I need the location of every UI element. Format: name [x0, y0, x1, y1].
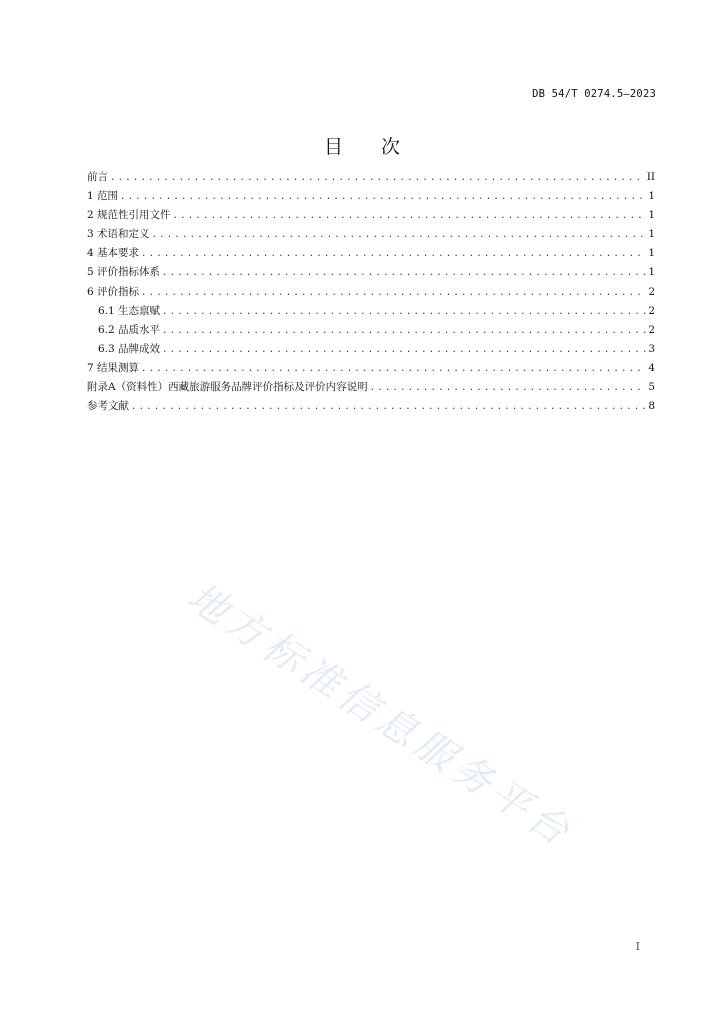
toc-entry-bibliography[interactable] — [87, 397, 655, 416]
toc-leader-dots — [162, 322, 646, 341]
toc-entry-basic-requirements[interactable] — [87, 244, 655, 263]
toc-leader-dots — [141, 245, 646, 264]
toc-entry-result-calculation[interactable] — [87, 359, 655, 378]
toc-entry-label: 参考文献 — [87, 400, 129, 413]
toc-entry-label: 6.1 生态禀赋 — [98, 304, 161, 317]
toc-entry-page: 4 — [648, 361, 655, 374]
toc-entry-page: 1 — [648, 228, 655, 241]
toc-entry-label: 7 结果测算 — [87, 361, 140, 374]
toc-entry-page: 2 — [648, 304, 655, 317]
toc-entry-page: 8 — [648, 400, 655, 413]
toc-entry-page: 5 — [648, 381, 655, 394]
toc-entry-label: 4 基本要求 — [87, 247, 140, 260]
toc-entry-page: 1 — [648, 190, 655, 203]
toc-entry-label: 2 规范性引用文件 — [87, 209, 171, 222]
toc-entry-page: 3 — [648, 342, 655, 355]
toc-leader-dots — [152, 226, 647, 245]
toc-leader-dots — [162, 341, 646, 360]
toc-entry-scope[interactable] — [87, 187, 655, 206]
toc-leader-dots — [141, 360, 646, 379]
toc-entry-page: 1 — [648, 266, 655, 279]
toc-entry-normative-references[interactable] — [87, 206, 655, 225]
toc-entry-brand-effectiveness[interactable] — [87, 340, 655, 359]
toc-leader-dots — [120, 188, 646, 207]
toc-leader-dots — [162, 303, 646, 322]
toc-leader-dots — [370, 379, 647, 398]
toc-entry-page: II — [646, 171, 655, 183]
toc-title: 目 次 — [323, 136, 417, 158]
watermark: 地方标准信息服务平台 — [179, 574, 582, 858]
toc-entry-label: 6.2 品质水平 — [98, 323, 161, 336]
page-number: I — [635, 940, 640, 953]
toc-entry-evaluation-system[interactable] — [87, 263, 655, 282]
toc-entry-evaluation-indicators[interactable] — [87, 283, 655, 302]
table-of-contents — [87, 168, 655, 416]
toc-entry-appendix-a[interactable] — [87, 378, 655, 397]
toc-entry-ecological-endowment[interactable] — [87, 302, 655, 321]
toc-leader-dots — [173, 207, 647, 226]
toc-leader-dots — [131, 398, 646, 417]
toc-entry-page: 1 — [648, 247, 655, 260]
toc-entry-page: 1 — [648, 209, 655, 222]
toc-entry-page: 2 — [648, 285, 655, 298]
toc-leader-dots — [110, 169, 645, 188]
toc-entry-label: 3 术语和定义 — [87, 228, 150, 241]
toc-entry-terms-definitions[interactable] — [87, 225, 655, 244]
toc-entry-label: 6 评价指标 — [87, 285, 140, 298]
toc-entry-label: 1 范围 — [87, 190, 119, 203]
toc-entry-label: 6.3 品牌成效 — [98, 342, 161, 355]
toc-entry-label: 前言 — [87, 171, 108, 183]
toc-entry-label: 附录A（资料性）西藏旅游服务品牌评价指标及评价内容说明 — [87, 381, 368, 394]
toc-leader-dots — [141, 284, 646, 303]
toc-entry-quality-level[interactable] — [87, 321, 655, 340]
toc-leader-dots — [162, 264, 646, 283]
toc-entry-foreword[interactable] — [87, 168, 655, 187]
standard-code: DB 54/T 0274.5—2023 — [532, 88, 656, 100]
toc-entry-label: 5 评价指标体系 — [87, 266, 161, 279]
toc-entry-page: 2 — [648, 323, 655, 336]
